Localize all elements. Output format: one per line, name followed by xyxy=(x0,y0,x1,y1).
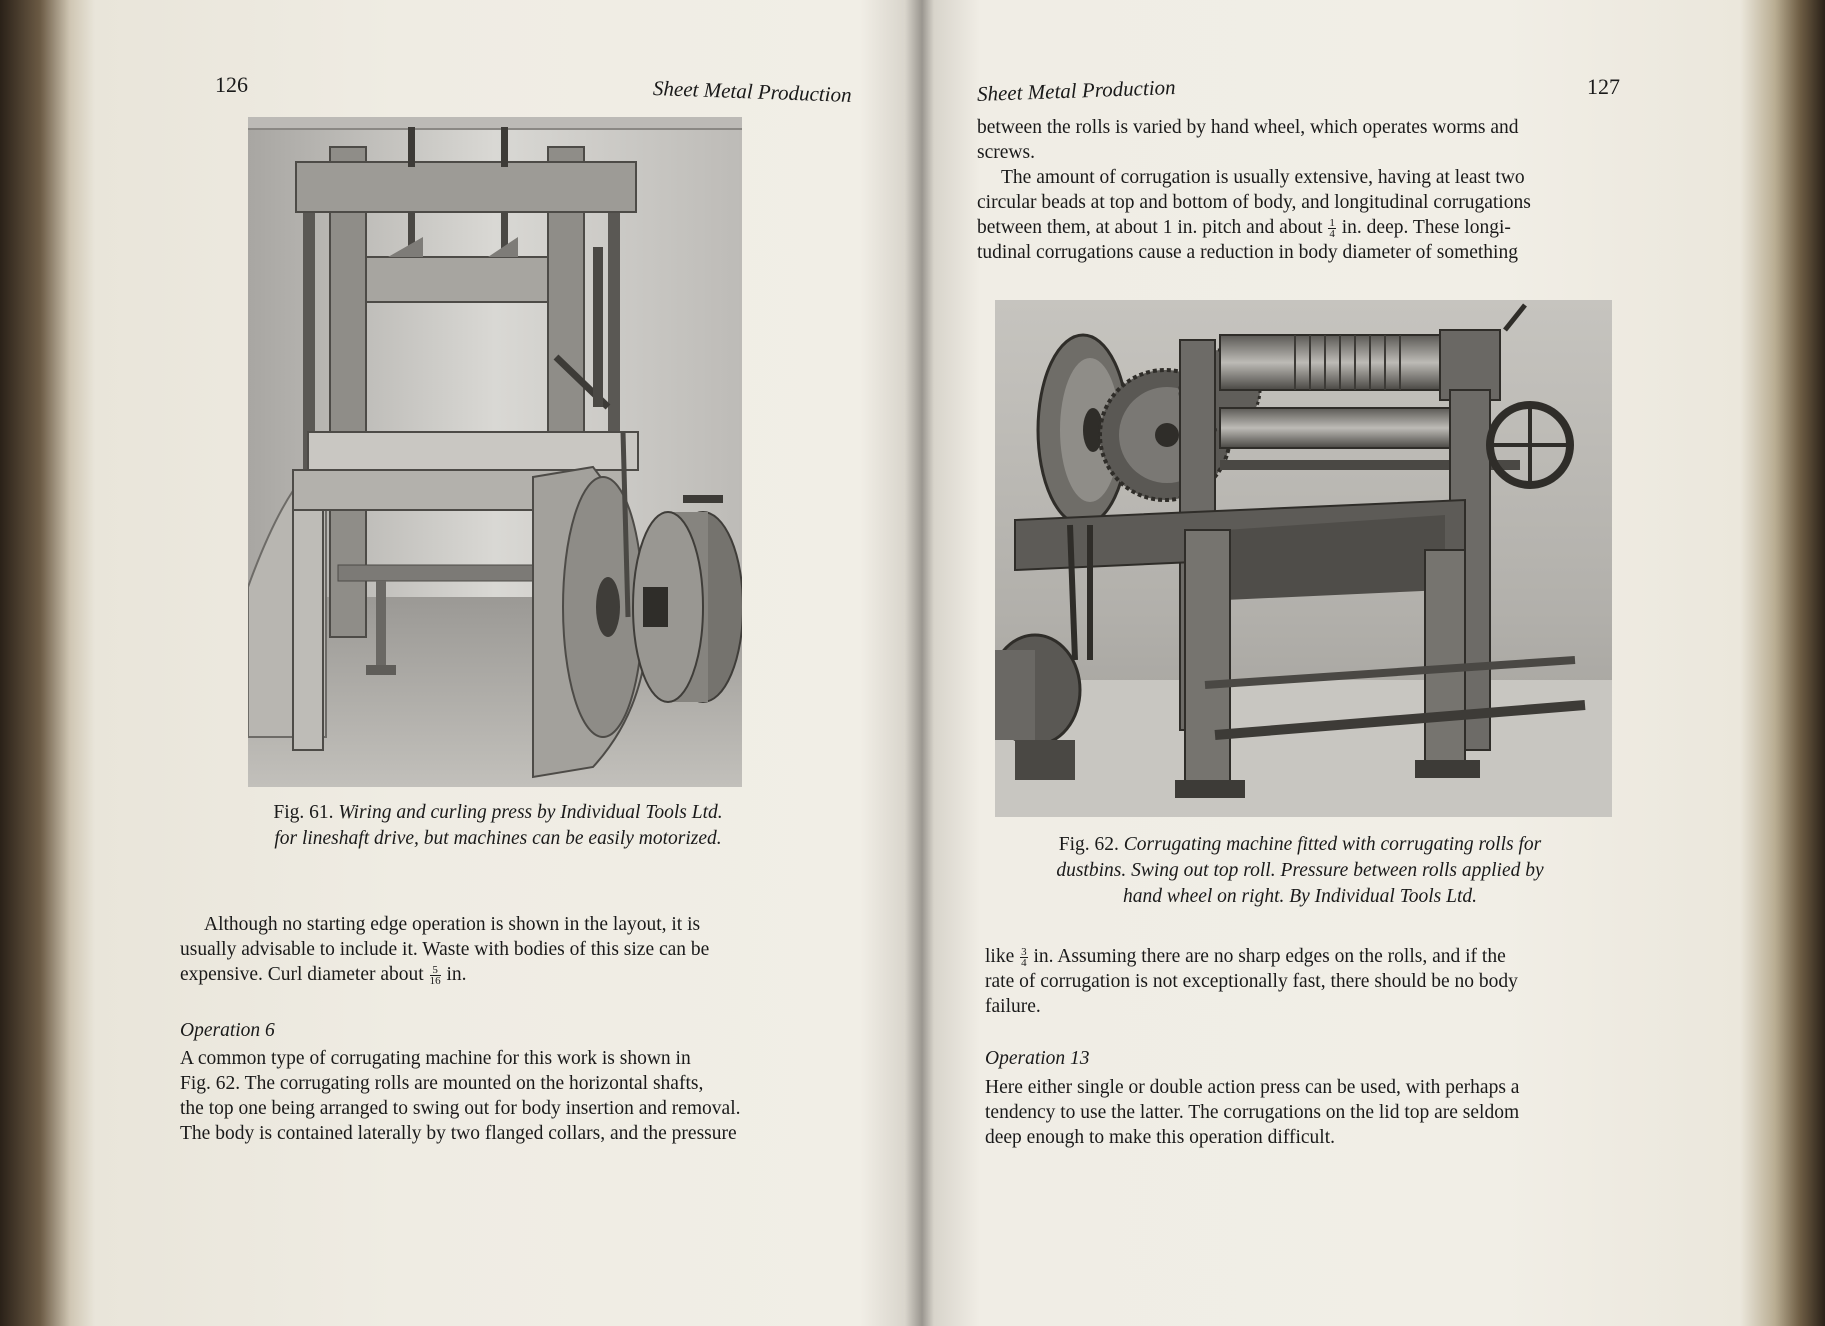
frac-num: 5 xyxy=(430,965,441,976)
rp2-line1-post: in. Assuming there are no sharp edges on the rolls, and if the xyxy=(1028,946,1506,967)
figure-62-caption-line1 xyxy=(1010,832,1590,858)
left-page xyxy=(100,0,910,1326)
left-p1-line3 xyxy=(180,962,835,987)
figure-61-photo xyxy=(248,117,742,787)
fraction-three-quarters xyxy=(1020,947,1028,968)
left-p1-line1: Although no starting edge operation is shown in the layout, it is xyxy=(204,914,701,935)
rt-line6: tudinal corrugations cause a reduction in body diameter of something xyxy=(977,242,1518,263)
frac-den: 4 xyxy=(1021,957,1027,970)
figure-61-caption-line1 xyxy=(218,800,778,826)
left-p1-line3-pre: expensive. Curl diameter about xyxy=(180,964,429,985)
op13-line1: Here either single or double action press can be used, with perhaps a xyxy=(985,1077,1520,1098)
rp2-line1-pre: like xyxy=(985,946,1020,967)
running-head-right: Sheet Metal Production xyxy=(976,75,1176,106)
figure-61-caption-text-1: Wiring and curling press by Individual Tools Ltd. xyxy=(338,802,723,823)
rp2-line3: failure. xyxy=(985,996,1041,1017)
frac-num: 1 xyxy=(1329,217,1335,230)
op13-line2: tendency to use the latter. The corrugations on the lid top are seldom xyxy=(985,1102,1520,1123)
left-p1-line2: usually advisable to include it. Waste with bodies of this size can be xyxy=(180,939,710,960)
op6-line1: A common type of corrugating machine for this work is shown in xyxy=(180,1048,691,1069)
figure-62-caption xyxy=(1010,832,1590,910)
frac-den: 16 xyxy=(429,975,441,988)
rt-line3: The amount of corrugation is usually extensive, having at least two xyxy=(1001,167,1525,188)
op6-line4: The body is contained laterally by two flanged collars, and the pressure xyxy=(180,1123,737,1144)
operation-13-paragraph xyxy=(985,1075,1665,1150)
frac-num: 3 xyxy=(1021,946,1027,959)
rp2-line1 xyxy=(985,944,1665,969)
right-paragraph-2 xyxy=(985,944,1665,1019)
figure-61-caption-line2: for lineshaft drive, but machines can be easily motorized. xyxy=(274,828,722,849)
figure-62-label: Fig. 62. xyxy=(1058,834,1119,855)
frac-den: 4 xyxy=(1329,228,1335,241)
figure-62-caption-line3: hand wheel on right. By Individual Tools Ltd. xyxy=(1122,886,1478,907)
figure-62-photo xyxy=(995,300,1612,817)
page-number-left: 126 xyxy=(215,72,248,97)
op6-line3: the top one being arranged to swing out for body insertion and removal. xyxy=(180,1098,741,1119)
rt-line5 xyxy=(977,215,1662,240)
rt-line2: screws. xyxy=(977,142,1035,163)
figure-62-caption-text-1: Corrugating machine fitted with corrugating rolls for xyxy=(1123,834,1542,855)
left-p1-line3-post: in. xyxy=(441,964,467,985)
fraction-five-sixteenths xyxy=(430,965,441,986)
right-top-text xyxy=(977,115,1662,265)
rt-line4: circular beads at top and bottom of body, and longitudinal corrugations xyxy=(977,192,1531,213)
operation-6-heading: Operation 6 xyxy=(180,1020,275,1041)
right-page xyxy=(935,0,1735,1326)
rt-line5-post: in. deep. These longi- xyxy=(1336,217,1511,238)
rt-line1: between the rolls is varied by hand wheel, which operates worms and xyxy=(977,117,1519,138)
fraction-one-quarter xyxy=(1328,218,1336,239)
op6-line2: Fig. 62. The corrugating rolls are mounted on the horizontal shafts, xyxy=(180,1073,704,1094)
figure-61-caption xyxy=(218,800,778,852)
page-number-right: 127 xyxy=(1587,74,1620,99)
figure-61-label: Fig. 61. xyxy=(273,802,334,823)
wiring-press-illustration xyxy=(248,117,742,787)
operation-6-paragraph xyxy=(180,1046,835,1146)
operation-13-heading: Operation 13 xyxy=(985,1048,1090,1069)
figure-62-caption-line2: dustbins. Swing out top roll. Pressure between rolls applied by xyxy=(1056,860,1544,881)
running-head-left: Sheet Metal Production xyxy=(652,76,852,107)
rt-line5-pre: between them, at about 1 in. pitch and about xyxy=(977,217,1328,238)
corrugating-machine-illustration xyxy=(995,300,1612,817)
left-paragraph-1 xyxy=(180,912,835,987)
rp2-line2: rate of corrugation is not exceptionally fast, there should be no body xyxy=(985,971,1518,992)
op13-line3: deep enough to make this operation difficult. xyxy=(985,1127,1336,1148)
